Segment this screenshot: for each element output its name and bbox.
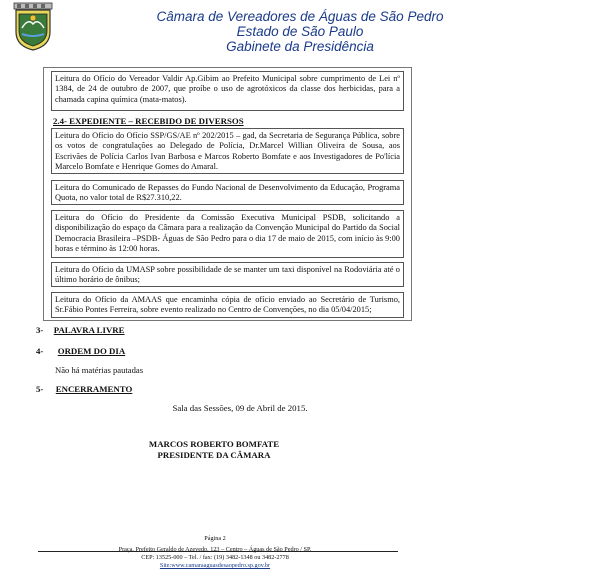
session-date: Sala das Sessões, 09 de Abril de 2015. — [172, 403, 308, 413]
item-number: 3- — [36, 325, 44, 335]
coat-of-arms-icon — [8, 2, 58, 52]
state-name: Estado de São Paulo — [236, 24, 364, 39]
reading-box-valdir: Leitura do Ofício do Vereador Valdir Ap.Gibim ao Prefeito Municipal sobre cumprimento de Lei nº 1384, de 24 de outubro de 2007, que proíbe o uso de agrotóxicos da classe dos herbicidas, para a chamada capina química (mata-matos). — [51, 71, 404, 111]
signatory-name: MARCOS ROBERTO BOMFATE — [148, 439, 280, 449]
item-label: ENCERRAMENTO — [55, 384, 133, 394]
footer-contact: CEP: 13525-000 – Tel. / fax: (19) 3482-1348 ou 3482-2778 — [141, 554, 289, 561]
office-name: Gabinete da Presidência — [226, 39, 374, 54]
footer-address: Praça. Prefeito Geraldo de Azevedo, 123 – Centro – Águas de São Pedro / SP. — [118, 546, 312, 553]
reading-box-umasp: Leitura do Ofício da UMASP sobre possibilidade de se manter um taxi disponível na Rodoviária até o último horário de ônibus; — [51, 262, 404, 287]
reading-box-amaas: Leitura do Ofício da AMAAS que encaminha cópia de ofício enviado ao Secretário de Turismo, Sr.Fábio Pontes Ferreira, sobre evento realizado no Centro de Convenções, no dia 05/04/2015; — [51, 292, 404, 318]
chamber-name: Câmara de Vereadores de Águas de São Pedro — [156, 9, 444, 24]
footer-site[interactable]: Site:www.camaraaguasdesaopedro.sp.gov.br — [159, 562, 271, 569]
page-header — [100, 9, 500, 54]
page-number: Página 2 — [204, 535, 226, 542]
item-number: 5- — [36, 384, 44, 394]
reading-box-ssp: Leitura do Ofício do Ofício SSP/GS/AE nº 202/2015 – gad, da Secretaria de Segurança Pública, sobre os votos de congratulações ao Delegado de Polícia, Dr.Marcel Willian Oliveira de Sousa, aos Escrivães de Polícia Carlos Ivan Barbosa e Marcos Roberto Bomfate e aos Investigadores de Po'lícia Marcelo Bomfate e Henrique Gomes do Amaral. — [51, 128, 404, 174]
signatory-title: PRESIDENTE DA CÂMARA — [157, 450, 271, 460]
item-encerramento — [36, 384, 132, 394]
section-title-expediente: 2.4- EXPEDIENTE – RECEBIDO DE DIVERSOS — [53, 116, 244, 126]
reading-box-fnde: Leitura do Comunicado de Repasses do Fundo Nacional de Desenvolvimento da Educação, Programa Quota, no valor total de R$27.310,22. — [51, 180, 404, 205]
item-label: PALAVRA LIVRE — [53, 325, 125, 335]
reading-box-psdb: Leitura do Ofício do Presidente da Comissão Executiva Municipal PSDB, solicitando a disponibilização do espaço da Câmara para a realização da Convenção Municipal do Partido da Social Democracia Brasileira –PSDB- Águas de São Pedro para o dia 17 de maio de 2015, com início às 9:00 horas e término às 12:00 horas. — [51, 210, 404, 258]
no-matters-text: Não há matérias pautadas — [55, 365, 144, 375]
item-palavra-livre — [36, 325, 125, 335]
item-label: ORDEM DO DIA — [57, 346, 126, 356]
item-ordem-do-dia — [36, 346, 125, 356]
item-number: 4- — [36, 346, 44, 356]
